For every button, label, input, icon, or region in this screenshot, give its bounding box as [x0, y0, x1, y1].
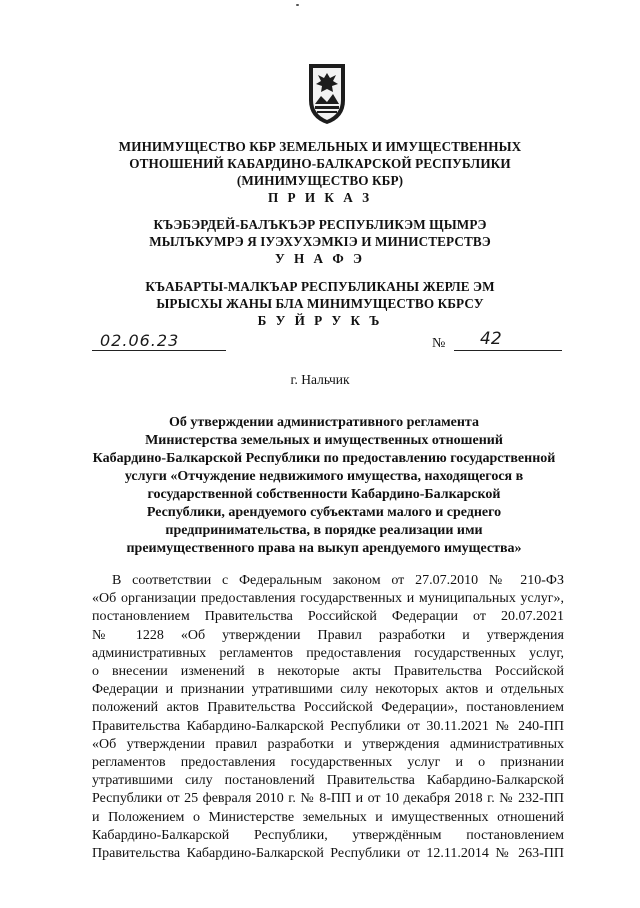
ministry-name-balkar	[100, 278, 540, 329]
title-line: предпринимательства, в порядке реализации ими	[165, 523, 483, 538]
date-underline	[92, 350, 226, 351]
ministry-name-russian	[100, 138, 540, 206]
body-line: положений актов Правительства Российской Федерации», постановлением	[92, 700, 564, 716]
order-word-russian: П Р И К А З	[267, 190, 373, 205]
body-line: «Об организации предоставления государственных и муниципальных услуг»,	[92, 591, 564, 607]
body-line: постановлением Правительства Российской Федерации от 20.07.2021	[92, 609, 564, 625]
body-line: Кабардино-Балкарской Республики, утверждённым постановлением	[92, 827, 564, 843]
title-line: Кабардино-Балкарской Республики по предоставлению государственной	[92, 451, 556, 466]
header-line: МЫЛЪКУМРЭ Я IУЭХУХЭМКIЭ И МИНИСТЕРСТВЭ	[149, 234, 491, 249]
title-line: государственной собственности Кабардино-Балкарской	[147, 487, 501, 502]
header-line: (МИНИМУЩЕСТВО КБР)	[236, 173, 404, 188]
date-number-row	[90, 331, 560, 355]
body-paragraph	[92, 572, 564, 863]
title-line: услуги «Отчуждение недвижимого имущества, находящегося в	[124, 469, 524, 484]
body-line: о внесении изменений в некоторые акты Правительства Российской	[92, 664, 564, 680]
body-line: Федерации и признании утратившими силу некоторых актов и отдельных	[92, 682, 564, 698]
city-line: г. Нальчик	[290, 372, 350, 387]
header-line: КЪЭБЭРДЕЙ-БАЛЪКЪЭР РЕСПУБЛИКЭМ ЩЫМРЭ	[153, 217, 487, 232]
body-line: регламентов предоставления государственных услуг и о признании	[92, 755, 564, 771]
order-word-kabardian: У Н А Ф Э	[275, 251, 365, 266]
scan-speck	[296, 4, 299, 6]
ministry-name-kabardian	[100, 216, 540, 267]
body-line: Правительства Кабардино-Балкарской Республики от 12.11.2014 № 263-ПП	[92, 846, 564, 862]
body-line: административных регламентов предоставления государственных услуг,	[92, 645, 564, 661]
order-number: 42	[480, 329, 502, 349]
body-line: В соответствии с Федеральным законом от 27.07.2010 № 210-ФЗ	[112, 573, 564, 588]
body-line: утратившими силу постановлений Правительства Кабардино-Балкарской	[92, 773, 564, 789]
title-line: Об утверждении административного регламента	[169, 415, 479, 430]
header-line: ОТНОШЕНИЙ КАБАРДИНО-БАЛКАРСКОЙ РЕСПУБЛИКИ	[129, 156, 511, 171]
body-line: № 1228 «Об утверждении Правил разработки и утверждения	[92, 627, 564, 643]
coat-of-arms-emblem	[303, 60, 351, 126]
title-line: Республики, арендуемого субъектами малого и среднего	[146, 505, 502, 520]
body-line: Правительства Кабардино-Балкарской Республики от 30.11.2021 № 240-ПП	[92, 718, 564, 734]
body-line: и Положением о Министерстве земельных и имущественных отношений	[92, 809, 564, 825]
body-line: Республики от 25 февраля 2010 г. № 8-ПП и от 10 декабря 2018 г. № 232-ПП	[92, 791, 564, 807]
order-word-balkar: Б У Й Р У К Ъ	[257, 313, 383, 328]
document-title	[84, 414, 564, 558]
title-line: Министерства земельных и имущественных отношений	[145, 433, 503, 448]
order-date: 02.06.23	[100, 331, 180, 350]
number-label: №	[432, 336, 446, 351]
number-underline	[454, 350, 562, 351]
header-line: МИНИМУЩЕСТВО КБР ЗЕМЕЛЬНЫХ И ИМУЩЕСТВЕННЫХ	[118, 139, 522, 154]
header-line: ЫРЫСХЫ ЖАНЫ БЛА МИНИМУЩЕСТВО КБРСУ	[156, 296, 484, 311]
body-line: «Об утверждении правил разработки и утверждения административных	[92, 736, 564, 752]
header-line: КЪАБАРТЫ-МАЛКЪАР РЕСПУБЛИКАНЫ ЖЕРЛЕ ЭМ	[145, 279, 495, 294]
title-line: преимущественного права на выкуп арендуемого имущества»	[126, 541, 522, 556]
